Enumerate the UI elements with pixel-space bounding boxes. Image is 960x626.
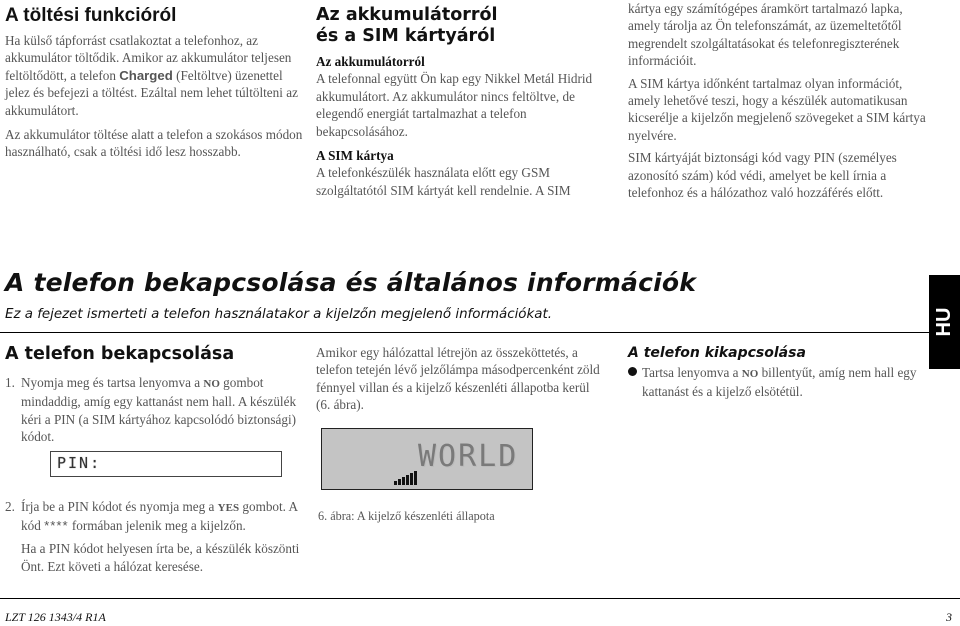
no-key-label: NO — [203, 378, 220, 390]
power-on-step-2 — [5, 498, 305, 535]
power-off-text-a: Tartsa lenyomva a — [642, 365, 739, 380]
standby-display — [321, 428, 533, 490]
bullet-icon — [628, 364, 642, 401]
pin-display-text: PIN: — [57, 454, 102, 472]
power-off-step — [628, 364, 928, 401]
battery-sim-heading-line2: és a SIM kártyáról — [316, 26, 496, 46]
battery-paragraph: A telefonnal együtt Ön kap egy Nikkel Metál Hidrid akkumulátort. Az akkumulátor nincs feltöltve, de elegendő energiát tartalmazhat a telefon bekapcsolásához. — [316, 71, 593, 139]
page-number: 3 — [946, 610, 952, 624]
power-off-text — [642, 364, 928, 401]
sim-subheading: A SIM kártya — [316, 148, 394, 164]
step-2-text-c: formában jelenik meg a kijelzőn. — [71, 518, 246, 534]
signal-bar — [394, 481, 397, 485]
charging-section — [5, 5, 305, 161]
step-1-number: 1. — [5, 375, 15, 390]
step-2-text — [21, 498, 305, 535]
signal-strength-icon — [394, 471, 418, 485]
step-1-text — [21, 374, 305, 446]
sim-card-continued — [628, 0, 928, 201]
pin-mask-stars: **** — [44, 518, 69, 534]
signal-bar — [414, 471, 417, 485]
signal-bar — [398, 479, 401, 485]
charging-p1-text: Ha külső tápforrást csatlakoztat a telefonhoz, az akkumulátor töltődik. Amikor az akkumulátor teljesen feltöltődött, a telefon — [5, 33, 292, 83]
standby-section — [316, 344, 606, 414]
document-code: LZT 126 1343/4 R1A — [5, 610, 106, 624]
charging-paragraph-1 — [5, 32, 305, 119]
sim-paragraph-2: kártya egy számítógépes áramkört tartalmazó lapka, amely tárolja az Ön telefonszámát, az üzemeltetőtől megrendelt szolgáltatásokat és telefonregiszterének információit. — [628, 1, 903, 69]
battery-sim-heading-line1: Az akkumulátorról — [316, 5, 498, 25]
sim-paragraph-4: SIM kártyáját biztonsági kód vagy PIN (személyes azonosító szám) kód védi, amelyet be kell írnia a telefonhoz és a hálózathoz való hozzáférés előtt. — [628, 150, 897, 201]
signal-bar — [402, 477, 405, 485]
charging-heading: A töltési funkcióról — [5, 5, 177, 26]
battery-sim-section — [316, 5, 604, 199]
power-on-step-2-note: Ha a PIN kódot helyesen írta be, a készülék köszönti Önt. Ezt követi a hálózat keresése. — [21, 541, 300, 574]
sim-paragraph-3: A SIM kártya időnként tartalmaz olyan információt, amely lehetővé teszi, hogy a készülék automatikusan kicserélje a kijelzőn megjelenő szövegeket a SIM kártya nyelvére. — [628, 75, 926, 143]
language-tab-label: HU — [932, 307, 955, 337]
step-2-text-b: gombot. A kód — [21, 498, 298, 534]
signal-bar — [410, 473, 413, 485]
footer-divider — [0, 598, 960, 599]
no-key-label-2: NO — [741, 368, 759, 380]
section-title: A telefon bekapcsolása és általános információk — [5, 268, 697, 297]
yes-key-label: YES — [217, 501, 240, 514]
section-divider — [0, 332, 960, 333]
battery-sim-heading — [316, 5, 604, 47]
charging-p1-rest: (Feltöltve) üzenettel jelez és befejezi a töltést. Ezáltal nem lehet túltölteni az akkumulátort. — [5, 67, 298, 118]
power-on-step-1 — [5, 374, 305, 446]
power-off-section — [628, 344, 928, 401]
pin-display — [50, 451, 282, 477]
step-1-text-a: Nyomja meg és tartsa lenyomva a — [21, 375, 201, 390]
standby-display-text: WORLD — [418, 439, 519, 474]
power-off-text-b: billentyűt, amíg nem hall egy kattanást és a kijelző elsötétül. — [642, 365, 917, 400]
sim-paragraph-1: A telefonkészülék használata előtt egy GSM szolgáltatótól SIM kártyát kell rendelnie. A SIM — [316, 165, 571, 198]
signal-bar — [406, 475, 409, 485]
step-2-text-a: Írja be a PIN kódot és nyomja meg a — [21, 498, 215, 514]
standby-paragraph: Amikor egy hálózattal létrejön az összeköttetés, a telefon tetején lévő jelzőlámpa másodpercenként zöld fénnyel villan és a kijelző készenléti állapotba kerül (6. ábra). — [316, 345, 600, 413]
battery-subheading: Az akkumulátorról — [316, 54, 425, 69]
figure-caption: 6. ábra: A kijelző készenléti állapota — [318, 509, 495, 523]
power-off-heading: A telefon kikapcsolása — [628, 345, 806, 361]
section-subtitle: Ez a fejezet ismerteti a telefon használatakor a kijelzőn megjelenő információkat. — [5, 307, 552, 322]
power-on-heading: A telefon bekapcsolása — [5, 344, 235, 364]
step-2-number: 2. — [5, 498, 15, 514]
charging-paragraph-2: Az akkumulátor töltése alatt a telefon a szokásos módon használható, csak a töltési idő lesz hosszabb. — [5, 127, 303, 160]
step-1-text-b: gombot mindaddig, amíg egy kattanást nem hall. A készülék kéri a PIN (a SIM kártyához kapcsolódó biztonsági) kódot. — [21, 375, 297, 445]
charged-label: Charged — [119, 67, 173, 83]
